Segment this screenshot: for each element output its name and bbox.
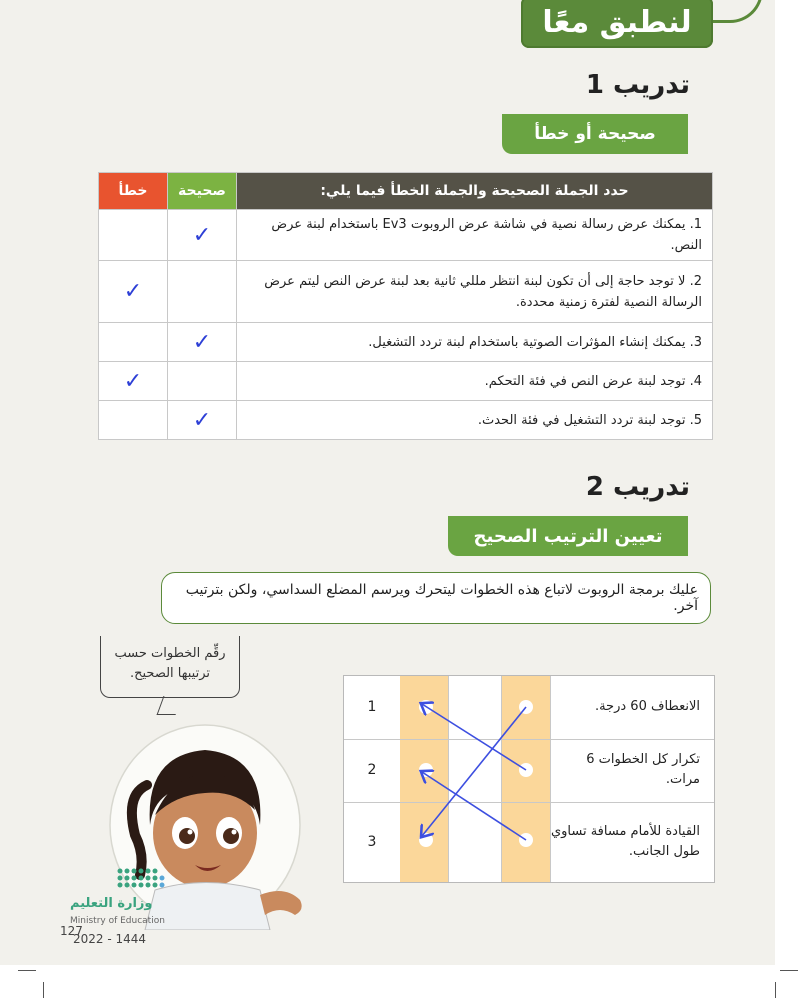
true-check-cell[interactable]: ✓ (168, 210, 237, 261)
ministry-logo-english: Ministry of Education (70, 916, 165, 926)
false-check-cell[interactable] (99, 401, 168, 440)
true-check-cell[interactable]: ✓ (168, 323, 237, 362)
matching-lines (344, 676, 714, 882)
match-line (422, 704, 526, 770)
match-line (422, 707, 526, 836)
statement-text: 4. توجد لبنة عرض النص في فئة التحكم. (237, 362, 713, 401)
exercise-1-label: صحيحة أو خطأ (502, 114, 688, 154)
false-check-cell[interactable]: ✓ (99, 362, 168, 401)
exercise-2-label: تعيين الترتيب الصحيح (448, 516, 688, 556)
statement-text: 2. لا توجد حاجة إلى أن تكون لبنة انتظر مللي ثانية بعد لبنة عرض النص ليتم عرض الرسالة النصية لفترة زمنية محددة. (237, 261, 713, 323)
bubble-line-2: ترتيبها الصحيح. (129, 666, 211, 681)
bubble-line-1: رقِّم الخطوات حسب (114, 646, 226, 661)
table-header-false: خطأ (99, 173, 168, 210)
step-number: 1 (367, 699, 377, 715)
true-false-table (98, 172, 713, 440)
table-row (99, 210, 713, 261)
matching-exercise (343, 675, 715, 883)
table-row (99, 401, 713, 440)
step-text: تكرار كل الخطوات 6 مرات. (586, 752, 700, 787)
true-check-cell[interactable] (168, 261, 237, 323)
exercise-1-title: تدريب 1 (585, 70, 690, 100)
page-number: 127 (60, 924, 83, 938)
statement-text: 1. يمكنك عرض رسالة نصية في شاشة عرض الروبوت Ev3 باستخدام لبنة عرض النص. (237, 210, 713, 261)
step-text: الانعطاف 60 درجة. (594, 699, 700, 714)
step-text: القيادة للأمام مسافة تساوي طول الجانب. (550, 824, 700, 859)
false-check-cell[interactable] (99, 210, 168, 261)
table-header-statement: حدد الجملة الصحيحة والجملة الخطأ فيما يلي: (237, 173, 713, 210)
table-row (99, 323, 713, 362)
section-banner: لنطبق معًا (521, 0, 713, 48)
step-number: 2 (367, 762, 377, 778)
true-check-cell[interactable] (168, 362, 237, 401)
instruction-box (161, 572, 711, 624)
speech-bubble (100, 636, 240, 698)
step-number: 3 (367, 834, 377, 850)
false-check-cell[interactable] (99, 323, 168, 362)
crop-mark (780, 970, 798, 971)
exercise-2-title: تدريب 2 (585, 472, 690, 502)
table-header-true: صحيحة (168, 173, 237, 210)
ministry-logo-text: وزارة التعليم (70, 896, 153, 911)
statement-text: 3. يمكنك إنشاء المؤثرات الصوتية باستخدام لبنة تردد التشغيل. (237, 323, 713, 362)
edition-year: 2022 - 1444 (73, 932, 147, 946)
crop-mark (775, 982, 776, 998)
speech-bubble-tail (157, 696, 183, 715)
crop-mark (18, 970, 36, 971)
match-line (422, 772, 526, 840)
true-check-cell[interactable]: ✓ (168, 401, 237, 440)
table-row (99, 261, 713, 323)
table-row (99, 362, 713, 401)
statement-text: 5. توجد لبنة تردد التشغيل في فئة الحدث. (237, 401, 713, 440)
instruction-text: عليك برمجة الروبوت لاتباع هذه الخطوات ليتحرك ويرسم المضلع السداسي، ولكن بترتيب آخر. (185, 582, 698, 614)
crop-mark (43, 982, 44, 998)
false-check-cell[interactable]: ✓ (99, 261, 168, 323)
